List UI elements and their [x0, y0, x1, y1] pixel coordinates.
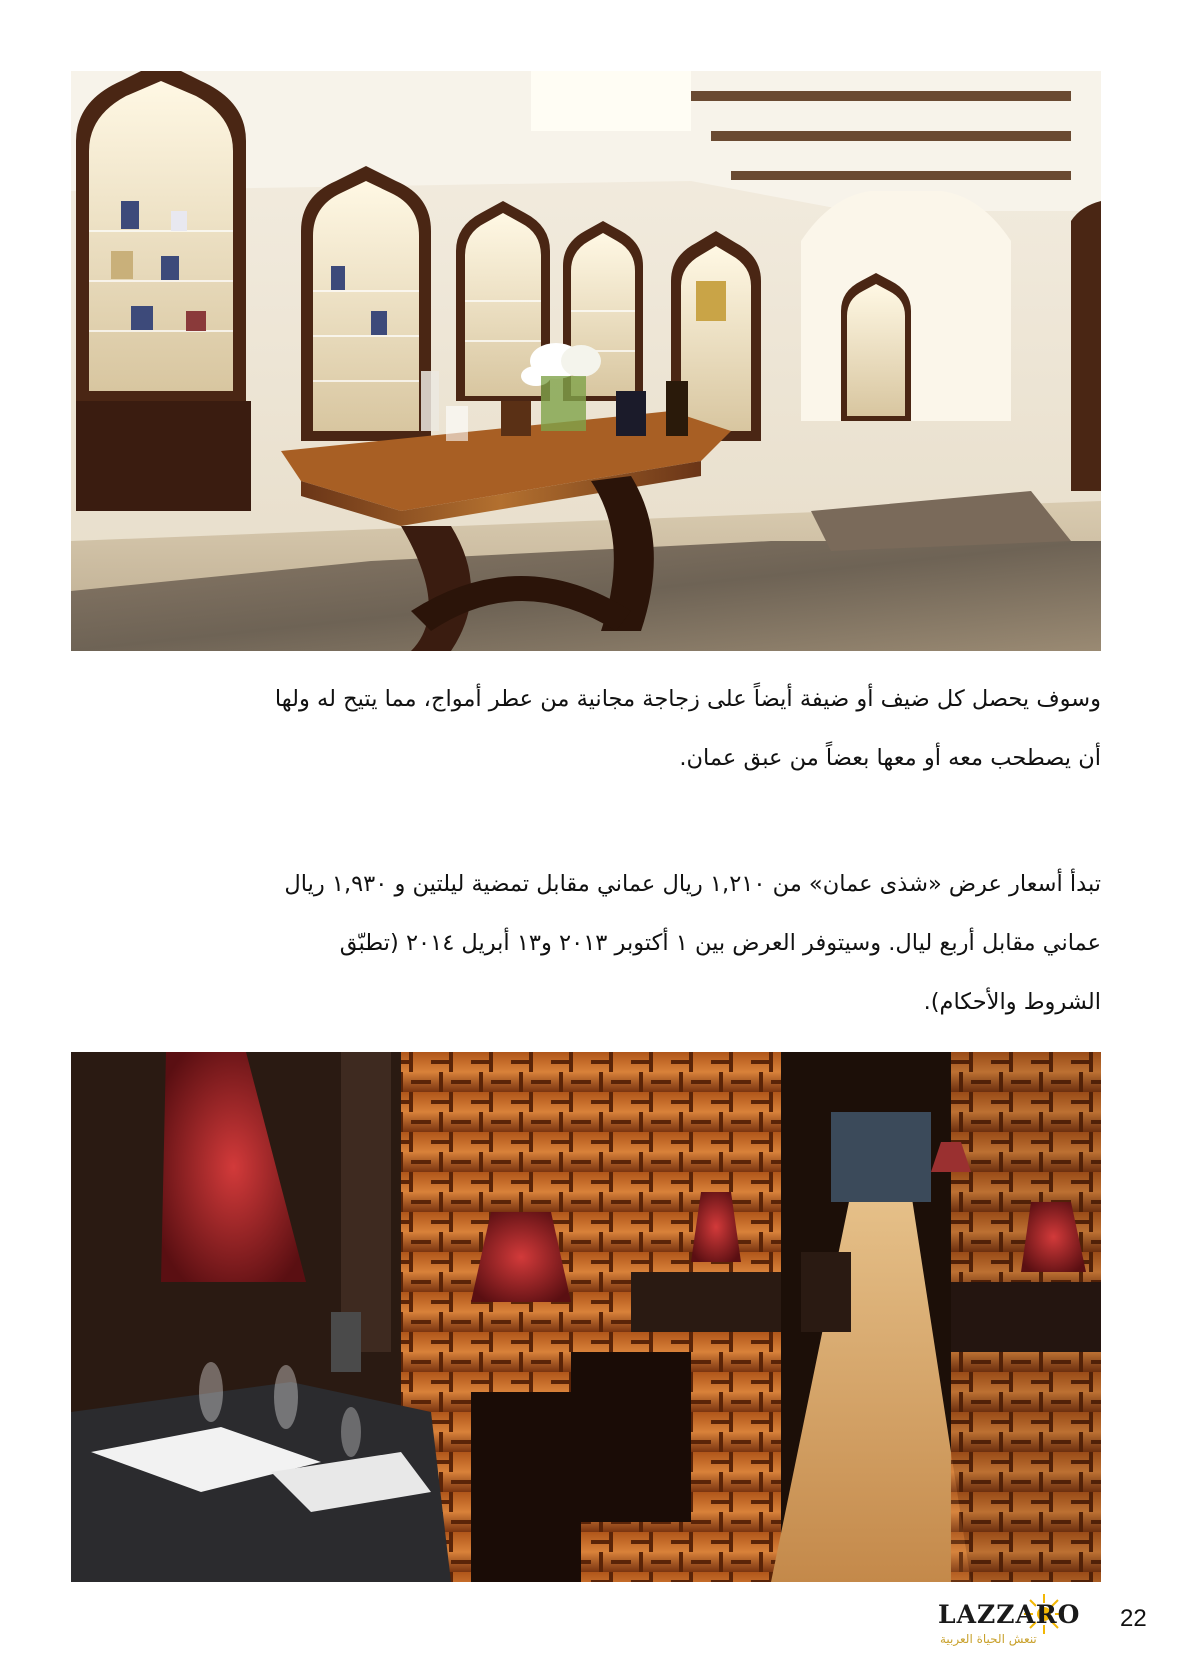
- paragraph-line: الشروط والأحكام).: [923, 989, 1101, 1015]
- paragraph-offer-prices: [71, 855, 1101, 1032]
- page-number: 22: [1120, 1605, 1147, 1632]
- paragraph-line: تبدأ أسعار عرض «شذى عمان» من ١,٢١٠ ريال عماني مقابل تمضية ليلتين و ١,٩٣٠ ريال: [284, 871, 1101, 897]
- paragraph-line: أن يصطحب معه أو معها بعضاً من عبق عمان.: [679, 745, 1101, 771]
- boutique-illustration: [71, 71, 1101, 651]
- logo-wordmark: LAZZARO: [938, 1600, 1081, 1629]
- restaurant-illustration: [71, 1052, 1101, 1582]
- paragraph-line: وسوف يحصل كل ضيف أو ضيفة أيضاً على زجاجة مجانية من عطر أمواج، مما يتيح له ولها: [274, 686, 1101, 712]
- logo-tagline: تنعش الحياة العربية: [940, 1632, 1037, 1646]
- paragraph-line: عماني مقابل أربع ليال. وسيتوفر العرض بين ١ أكتوبر ٢٠١٣ و١٣ أبريل ٢٠١٤ (تطبّق: [339, 930, 1101, 956]
- perfume-boutique-photo: [71, 71, 1101, 651]
- lazzaro-logo: [930, 1592, 1105, 1652]
- paragraph-free-perfume: [71, 670, 1101, 788]
- restaurant-photo: [71, 1052, 1101, 1582]
